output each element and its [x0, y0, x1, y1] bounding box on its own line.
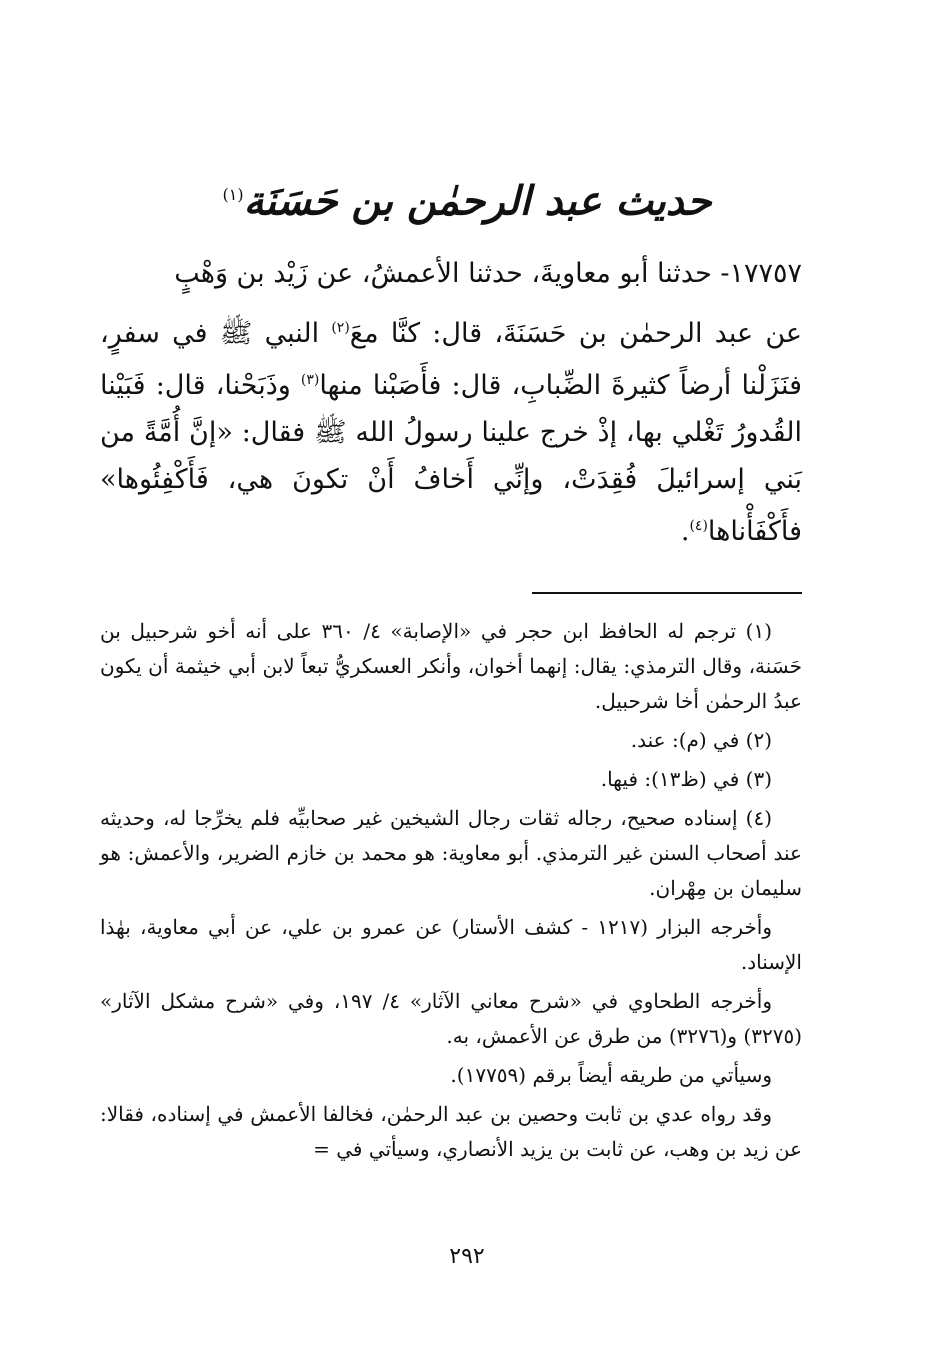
hadith-text-part2: النبي ﷺ في سفرٍ، فنَزَلْنا أرضاً كثيرةَ الضِّبابِ، قال: فأَصَبْنا منها: [100, 318, 802, 401]
hadith-number-line: ١٧٧٥٧- حدثنا أبو معاويةَ، حدثنا الأعمشُ، عن زَيْد بن وَهْبٍ: [174, 258, 802, 289]
footnote-4-continuation-2: وأخرجه الطحاوي في «شرح معاني الآثار» ٤/ ١٩٧، وفي «شرح مشكل الآثار» (٣٢٧٥) و(٣٢٧٦) من طرق عن الأعمش، به.: [100, 989, 802, 1048]
page-number: ٢٩٢: [449, 1244, 485, 1269]
footnote-marker-3: (٣): [300, 372, 320, 388]
hadith-body: [100, 250, 802, 555]
footnote-divider: [532, 592, 802, 594]
footnote-4: (٤) إسناده صحيح، رجاله ثقات رجال الشيخين غير صحابيِّه فلم يخرِّجا له، وحديثه عند أصحاب السنن غير الترمذي. أبو معاوية: هو محمد بن خازم الضرير، والأعمش: هو سليمان بن مِهْران.: [100, 806, 802, 900]
hadith-text: [100, 305, 802, 555]
hadith-text-end: .: [680, 516, 690, 547]
footnote-4-continuation-4: وقد رواه عدي بن ثابت وحصين بن عبد الرحمٰن، فخالفا الأعمش في إسناده، فقالا: عن زيد بن وهب، عن ثابت بن يزيد الأنصاري، وسيأتي في =: [100, 1102, 802, 1161]
hadith-text-part1: عن عبد الرحمٰن بن حَسَنَةَ، قال: كنَّا معَ: [349, 318, 802, 349]
footnote-marker-2: (٢): [331, 320, 350, 336]
hadith-text-part3: وذَبَحْنا، قال: فَبَيْنا القُدورُ تَغْلي بها، إذْ خرج علينا رسولُ الله ﷺ فقال: «إنَّ أُمَّةً من بَني إسرائيلَ فُقِدَتْ، وإنِّي أَخافُ أَنْ تكونَ هي، فَأَكْفِئُوها» فأَكْفَأْناها: [100, 370, 802, 547]
footnote-marker-4: (٤): [689, 518, 708, 534]
footnote-4-continuation-1: وأخرجه البزار (١٢١٧ - كشف الأستار) عن عمرو بن علي، عن أبي معاوية، بهٰذا الإسناد.: [100, 915, 802, 974]
footnote-3: (٣) في (ظ١٣): فيها.: [600, 767, 772, 791]
chapter-title-text: حديث عبد الرحمٰن بن حَسَنَة: [243, 177, 712, 225]
footnote-4-continuation-3: وسيأتي من طريقه أيضاً برقم (١٧٧٥٩).: [450, 1063, 772, 1087]
footnote-1: (١) ترجم له الحافظ ابن حجر في «الإصابة» ٤/ ٣٦٠ على أنه أخو شرحبيل بن حَسَنة، وقال الترمذي: يقال: إنهما أخوان، وأنكر العسكريُّ تبعاً لابن أبي خيثمة أن يكون عبدُ الرحمٰن أخا شرحبيل.: [100, 619, 802, 713]
footnote-2: (٢) في (م): عند.: [630, 728, 772, 752]
title-footnote-marker: (١): [222, 185, 244, 204]
chapter-title: [170, 165, 764, 231]
footnotes: [100, 614, 802, 1171]
